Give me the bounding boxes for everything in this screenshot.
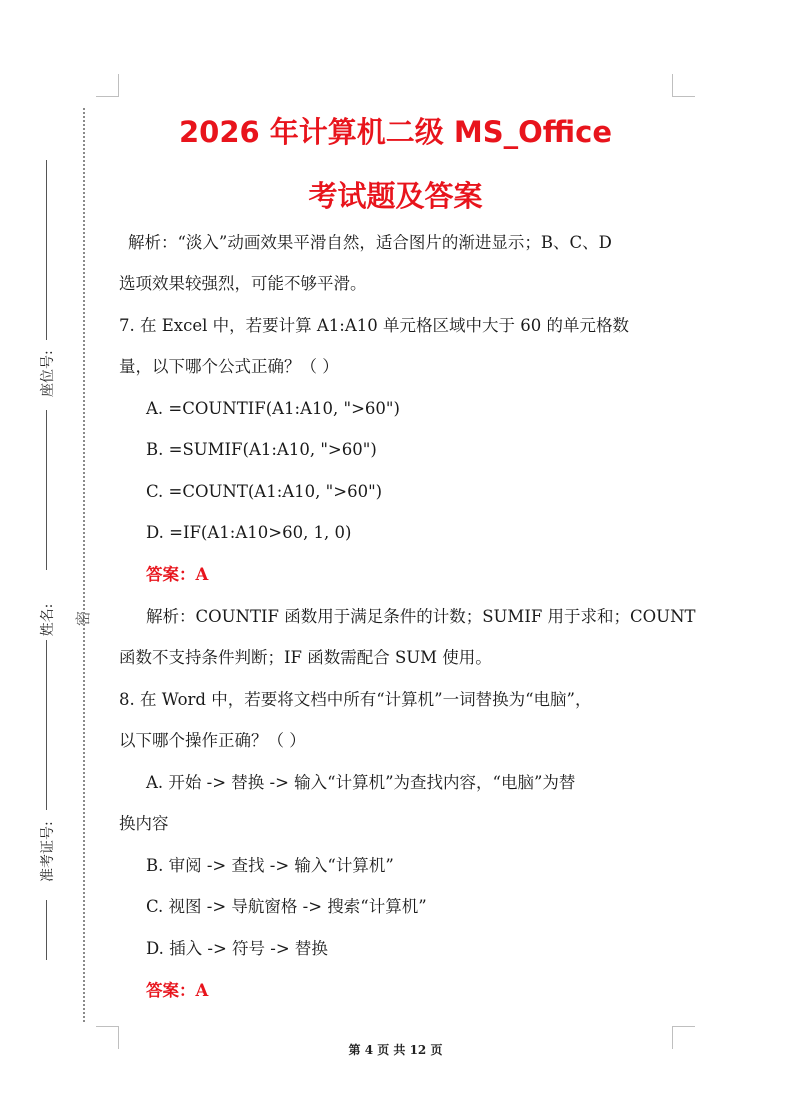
- question-8-answer: 答案：A: [146, 981, 209, 1000]
- question-7-answer: 答案：A: [146, 565, 209, 584]
- question-8-option-a-line-1: A. 开始 -> 替换 -> 输入“计算机”为查找内容，“电脑”为替: [146, 773, 576, 792]
- page-number-footer: 第 4 页 共 12 页: [348, 1043, 443, 1057]
- name-label: 姓名:: [40, 603, 56, 637]
- crop-mark-top-right: [672, 74, 695, 97]
- binding-dotted-line: [83, 108, 85, 1022]
- seat-number-line-bottom: [46, 410, 47, 570]
- question-8-option-b: B. 审阅 -> 查找 -> 输入“计算机”: [146, 856, 394, 875]
- analysis-6-line-1: 解析：“淡入”动画效果平滑自然，适合图片的渐进显示；B、C、D: [128, 233, 612, 252]
- analysis-7-line-2: 函数不支持条件判断；IF 函数需配合 SUM 使用。: [119, 648, 492, 667]
- question-8-option-a-line-2: 换内容: [119, 814, 169, 833]
- analysis-7-line-1: 解析：COUNTIF 函数用于满足条件的计数；SUMIF 用于求和；COUNT: [146, 607, 696, 626]
- exam-id-line: [46, 900, 47, 960]
- name-line: [46, 640, 47, 810]
- page-title-line-2: 考试题及答案: [308, 179, 483, 213]
- question-7-option-b: B. =SUMIF(A1:A10, ">60"): [146, 440, 377, 459]
- question-8-line-2: 以下哪个操作正确？（ ）: [119, 731, 306, 750]
- question-8-option-c: C. 视图 -> 导航窗格 -> 搜索“计算机”: [146, 897, 427, 916]
- seat-number-label: 座位号:: [40, 350, 56, 397]
- question-8-line-1: 8. 在 Word 中，若要将文档中所有“计算机”一词替换为“电脑”，: [119, 690, 592, 709]
- question-8-option-d: D. 插入 -> 符号 -> 替换: [146, 939, 328, 958]
- exam-id-label: 准考证号:: [40, 821, 56, 882]
- question-7-line-2: 量，以下哪个公式正确？（ ）: [119, 357, 339, 376]
- seal-label: 密: [74, 610, 93, 627]
- crop-mark-top-left: [96, 74, 119, 97]
- question-7-option-d: D. =IF(A1:A10>60, 1, 0): [146, 523, 352, 542]
- page-title-line-1: 2026 年计算机二级 MS_Office: [178, 115, 612, 149]
- question-7-option-a: A. =COUNTIF(A1:A10, ">60"): [146, 399, 400, 418]
- question-7-option-c: C. =COUNT(A1:A10, ">60"): [146, 482, 383, 501]
- question-7-line-1: 7. 在 Excel 中，若要计算 A1:A10 单元格区域中大于 60 的单元格数: [119, 316, 629, 335]
- analysis-6-line-2: 选项效果较强烈，可能不够平滑。: [119, 274, 367, 293]
